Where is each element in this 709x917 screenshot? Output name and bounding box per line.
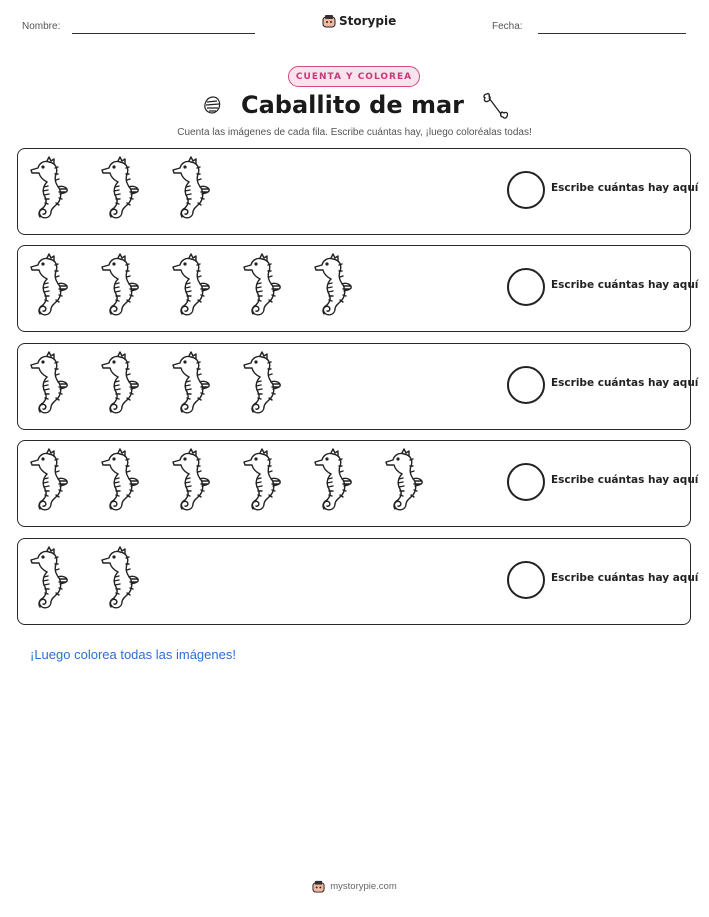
answer-label: Escribe cuántas hay aquí [551,572,699,584]
answer-label: Escribe cuántas hay aquí [551,279,699,291]
seahorse-icon [100,546,142,612]
brand-logo [322,14,396,28]
answer-label: Escribe cuántas hay aquí [551,182,699,194]
storypie-logo-icon [312,880,325,893]
seahorse-icon [313,448,355,514]
footer [0,880,709,893]
title-row [0,90,709,120]
answer-circle[interactable] [507,366,545,404]
seahorse-icon [313,253,355,319]
seahorse-icon [242,351,284,417]
answer-label: Escribe cuántas hay aquí [551,474,699,486]
name-label: Nombre: [22,21,61,32]
count-row-1 [17,148,699,235]
count-row-3 [17,343,699,430]
seahorse-icon [29,253,71,319]
count-row-5 [17,538,699,625]
color-note: ¡Luego colorea todas las imágenes! [30,647,236,662]
answer-circle[interactable] [507,561,545,599]
answer-circle[interactable] [507,171,545,209]
seahorse-icon [100,448,142,514]
answer-circle[interactable] [507,268,545,306]
page-title: Caballito de mar [240,91,465,119]
seahorse-icon [100,156,142,222]
date-label: Fecha: [492,21,523,32]
bone-icon [482,90,508,120]
instructions: Cuenta las imágenes de cada fila. Escribe cuántas hay, ¡luego coloréalas todas! [177,127,532,138]
count-row-2 [17,245,699,332]
seahorse-icon [171,156,213,222]
shell-icon [201,94,223,116]
count-row-4 [17,440,699,527]
activity-tag: CUENTA Y COLOREA [288,66,420,87]
footer-url[interactable]: mystorypie.com [330,881,397,892]
seahorse-icon [29,156,71,222]
seahorse-icon [242,253,284,319]
seahorse-icon [384,448,426,514]
brand-name: Storypie [339,14,397,28]
seahorse-icon [171,448,213,514]
seahorse-icon [29,448,71,514]
answer-label: Escribe cuántas hay aquí [551,377,699,389]
seahorse-icon [29,351,71,417]
seahorse-icon [242,448,284,514]
seahorse-icon [29,546,71,612]
date-field[interactable] [538,33,686,34]
seahorse-icon [171,351,213,417]
answer-circle[interactable] [507,463,545,501]
storypie-logo-icon [322,14,336,28]
seahorse-icon [100,351,142,417]
seahorse-icon [171,253,213,319]
seahorse-icon [100,253,142,319]
name-field[interactable] [72,33,255,34]
